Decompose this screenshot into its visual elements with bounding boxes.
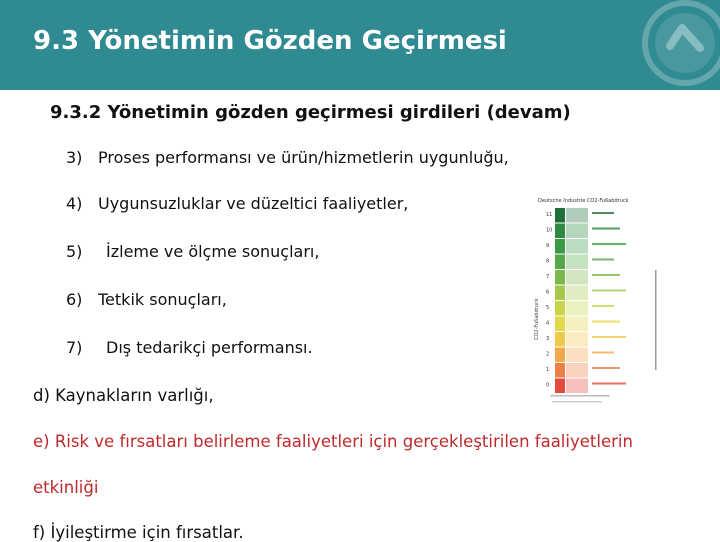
chart-image-title: Deutsche Industrie CO2-Fußabdruck [538,198,629,204]
list-item-text: Tetkik sonuçları, [98,290,227,309]
co2-scale-chart-image [530,190,665,412]
scale-band-light [566,286,588,301]
list-item-number: 4) [66,194,83,213]
scale-note-line [592,243,626,245]
list-item [66,194,408,213]
input-risk-actions: e) Risk ve fırsatları belirleme faaliyetleri için gerçekleştirilen faaliyetlerin [33,432,633,451]
list-item [66,290,227,309]
scale-band [555,379,565,394]
scale-band [555,301,565,316]
slide-header [0,0,720,90]
scale-band-light [566,363,588,378]
scale-tick-label: 5 [546,305,550,311]
check-logo-icon [640,0,720,88]
scale-band [555,317,565,332]
scale-tick-label: 11 [546,212,553,218]
list-item-number: 3) [66,148,83,167]
scale-band [555,208,565,223]
scale-band-light [566,317,588,332]
scale-band [555,239,565,254]
scale-band-light [566,332,588,347]
scale-band-light [566,239,588,254]
list-item-text: İzleme ve ölçme sonuçları, [106,242,320,261]
list-item [66,242,319,261]
list-item [66,338,313,357]
scale-tick-label: 0 [546,382,550,389]
scale-band [555,255,565,270]
scale-band-light [566,379,588,394]
section-subtitle: 9.3.2 Yönetimin gözden geçirmesi girdileri (devam) [50,102,571,123]
list-item-text: Proses performansı ve ürün/hizmetlerin uygunluğu, [98,148,509,167]
scale-tick-label: 1 [546,367,550,373]
scale-note-line [592,367,620,369]
list-item-text: Dış tedarikçi performansı. [106,338,313,357]
slide-title: 9.3 Yönetimin Gözden Geçirmesi [33,26,507,56]
scale-note-line [592,212,614,214]
scale-tick-label: 3 [546,336,550,342]
scale-band-light [566,255,588,270]
scale-tick-label: 2 [546,351,550,358]
svg-text:CO2-Fußabdruck: CO2-Fußabdruck [534,298,540,340]
scale-tick-label: 8 [546,258,550,265]
input-resources: d) Kaynakların varlığı, [33,386,214,405]
scale-band-light [566,301,588,316]
input-improvement: f) İyileştirme için fırsatlar. [33,523,244,542]
list-item-text: Uygunsuzluklar ve düzeltici faaliyetler, [98,194,409,213]
scale-tick-label: 4 [546,320,550,327]
scale-band [555,348,565,363]
scale-note-line [592,383,626,385]
scale-band [555,224,565,239]
scale-tick-label: 6 [546,289,550,296]
scale-note-line [592,274,620,276]
list-item [66,148,509,167]
scale-note-line [592,259,614,261]
scale-note-line [592,321,620,323]
scale-band [555,270,565,285]
scale-band-light [566,348,588,363]
list-item-number: 6) [66,290,83,309]
list-item-number: 7) [66,338,83,357]
scale-band-light [566,270,588,285]
scale-band [555,286,565,301]
list-item-number: 5) [66,242,83,261]
scale-band-light [566,224,588,239]
input-risk-actions-cont: etkinliği [33,478,99,497]
scale-note-line [592,290,626,292]
scale-note-line [592,336,626,338]
scale-tick-label: 9 [546,243,550,249]
scale-band-light [566,208,588,223]
scale-note-line [592,305,614,307]
scale-tick-label: 7 [546,274,550,280]
scale-tick-label: 10 [546,227,553,234]
scale-note-line [592,228,620,230]
scale-note-line [592,352,614,354]
scale-band [555,363,565,378]
scale-band [555,332,565,347]
